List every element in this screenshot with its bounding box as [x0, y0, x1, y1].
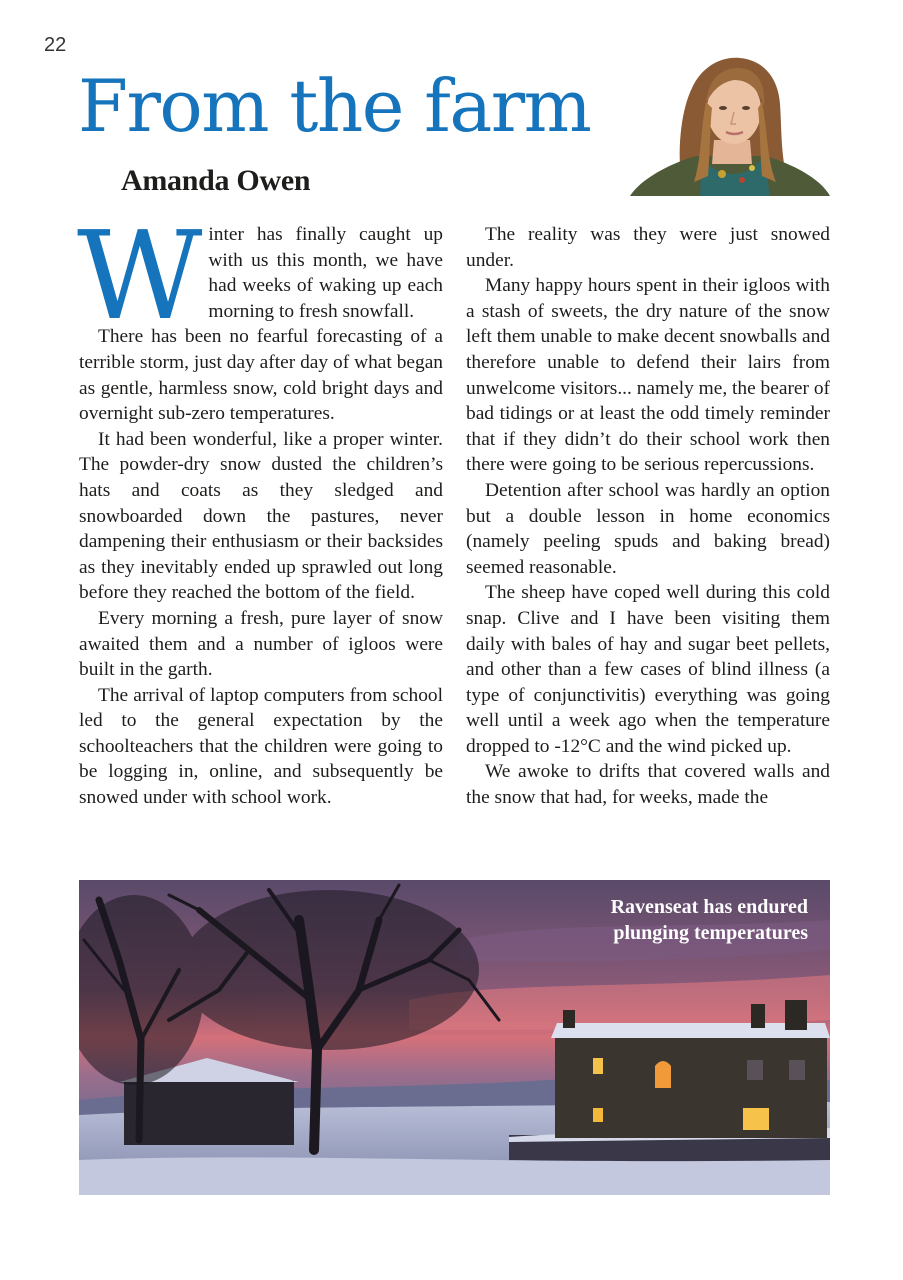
article-paragraph: The arrival of laptop computers from school led to the general expectation by the schoolteachers that the children were going to be logging in, online, and subsequently be snowed under with school work. [79, 684, 443, 809]
article-paragraph [77, 205, 443, 347]
page-number: 22 [44, 34, 67, 56]
article-paragraph: Many happy hours spent in their igloos with a stash of sweets, the dry nature of the snow left them unable to make decent snowballs and therefore unable to defend their lairs from unwelcome visitors... namely me, the bearer of bad tidings or at least the odd timely reminder that if they didn’t do their school work then there were going to be serious repercussions. [466, 275, 830, 476]
farmhouse-photo [79, 880, 830, 1195]
article-paragraph: There has been no fearful forecasting of a terrible storm, just day after day of what began as gentle, harmless snow, cold bright days and overnight sub-zero temperatures. [79, 326, 443, 425]
author-byline: Amanda Owen [121, 164, 311, 197]
article-paragraph: We awoke to drifts that covered walls and the snow that had, for weeks, made the [466, 761, 830, 809]
photo-caption [611, 894, 808, 946]
photo-caption-line: Ravenseat has endured [610, 896, 808, 918]
article-column-left [77, 205, 443, 811]
article-column-right [466, 222, 830, 811]
page-title: From the farm [78, 64, 591, 148]
article-paragraph: Detention after school was hardly an option but a double lesson in home economics (namely peeling spuds and baking bread) seemed reasonable. [466, 479, 830, 578]
drop-cap: W [77, 205, 203, 347]
article-paragraph: It had been wonderful, like a proper winter. The powder-dry snow dusted the children’s hats and coats as they sledged and snowboarded down the pastures, never dampening their enthusiasm or their backsides as they inevitably ended up sprawled out long before they reached the bottom of the field. [79, 428, 443, 604]
article-paragraph: The sheep have coped well during this cold snap. Clive and I have been visiting them daily with bales of hay and sugar beet pellets, and other than a few cases of blind illness (a type of conjunctivitis) everything was going well until a week ago when the temperature dropped to -12°C and the wind picked up. [466, 582, 830, 757]
article-paragraph-text: inter has finally caught up with us this month, we have had weeks of waking up each morning to fresh snowfall. [208, 224, 443, 322]
author-portrait [630, 52, 830, 196]
article-paragraph: The reality was they were just snowed under. [466, 224, 830, 271]
photo-caption-line: plunging temperatures [613, 922, 808, 944]
article-paragraph: Every morning a fresh, pure layer of snow awaited them and a number of igloos were built in the garth. [79, 607, 443, 681]
